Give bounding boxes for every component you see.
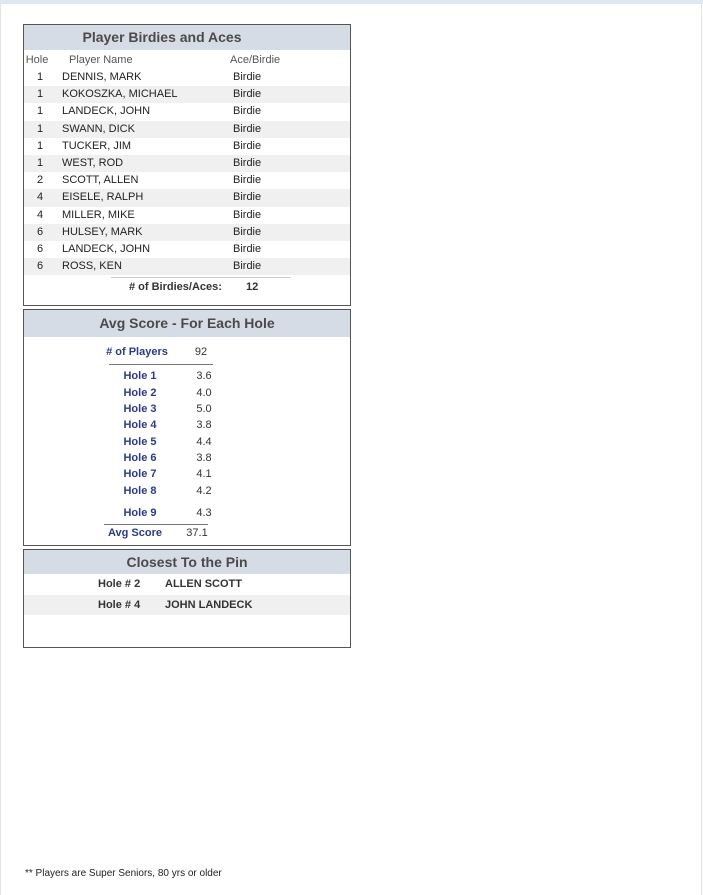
hole-label: Hole 9 bbox=[123, 507, 157, 519]
hole-label: Hole 7 bbox=[123, 468, 157, 480]
hole-label: Hole 1 bbox=[123, 370, 157, 382]
closest-pin-panel bbox=[23, 549, 351, 648]
birdies-count-row bbox=[24, 277, 350, 295]
cell-type: Birdie bbox=[233, 156, 262, 169]
pin-row bbox=[24, 574, 350, 594]
table-row bbox=[24, 155, 350, 172]
hole-label: Hole 8 bbox=[123, 485, 157, 497]
hole-label: Hole 3 bbox=[123, 403, 157, 415]
pin-panel-title: Closest To the Pin bbox=[24, 550, 350, 574]
cell-type: Birdie bbox=[233, 208, 262, 221]
hole-label: Hole 2 bbox=[123, 387, 157, 399]
hole-label: Hole 5 bbox=[123, 436, 157, 448]
hole-value: 4.2 bbox=[196, 485, 212, 497]
cell-type: Birdie bbox=[233, 71, 262, 83]
table-row bbox=[24, 86, 350, 103]
hole-value: 3.8 bbox=[196, 419, 212, 431]
pin-row bbox=[24, 595, 350, 615]
avg-total-value: 37.1 bbox=[186, 527, 208, 539]
cell-player: WEST, ROD bbox=[62, 156, 124, 169]
hole-value: 3.8 bbox=[196, 452, 212, 464]
avg-total-divider bbox=[104, 524, 208, 525]
cell-hole: 6 bbox=[36, 225, 44, 238]
birdies-panel-title: Player Birdies and Aces bbox=[24, 25, 350, 50]
pin-hole: Hole # 2 bbox=[98, 578, 141, 590]
footnote: ** Players are Super Seniors, 80 yrs or older bbox=[25, 868, 222, 879]
pin-hole: Hole # 4 bbox=[98, 599, 141, 611]
players-label: # of Players bbox=[106, 346, 168, 358]
table-row bbox=[24, 138, 350, 155]
count-divider bbox=[111, 277, 291, 278]
avg-score-panel bbox=[23, 309, 351, 546]
cell-hole: 6 bbox=[36, 242, 44, 255]
cell-player: SCOTT, ALLEN bbox=[62, 174, 139, 187]
table-row bbox=[24, 103, 350, 120]
cell-hole: 2 bbox=[36, 174, 44, 187]
avg-panel-title: Avg Score - For Each Hole bbox=[24, 310, 350, 337]
cell-type: Birdie bbox=[233, 174, 262, 187]
players-divider bbox=[109, 364, 213, 365]
cell-hole: 6 bbox=[36, 260, 44, 273]
birdies-aces-panel bbox=[23, 24, 351, 306]
cell-type: Birdie bbox=[233, 191, 262, 204]
hole-value: 5.0 bbox=[196, 403, 212, 415]
birdies-table-body bbox=[24, 69, 350, 275]
cell-type: Birdie bbox=[233, 242, 262, 255]
table-row bbox=[24, 172, 350, 189]
page-edge-right bbox=[701, 4, 702, 895]
cell-hole: 1 bbox=[36, 71, 44, 83]
page-edge-left bbox=[0, 4, 1, 895]
hole-value: 3.6 bbox=[196, 370, 212, 382]
hole-value: 4.4 bbox=[196, 436, 212, 448]
players-value: 92 bbox=[194, 346, 208, 358]
birdies-header-row bbox=[24, 52, 350, 69]
table-row bbox=[24, 69, 350, 86]
header-ace-birdie: Ace/Birdie bbox=[230, 54, 281, 66]
cell-hole: 4 bbox=[36, 208, 44, 221]
table-row bbox=[24, 241, 350, 258]
cell-hole: 1 bbox=[36, 88, 44, 101]
birdies-count-value: 12 bbox=[246, 281, 259, 294]
table-row bbox=[24, 207, 350, 224]
cell-type: Birdie bbox=[233, 88, 262, 101]
cell-player: MILLER, MIKE bbox=[62, 208, 135, 221]
cell-player: KOKOSZKA, MICHAEL bbox=[62, 88, 178, 101]
table-row bbox=[24, 224, 350, 241]
cell-player: HULSEY, MARK bbox=[62, 225, 143, 238]
hole-label: Hole 6 bbox=[123, 452, 157, 464]
hole-value: 4.0 bbox=[196, 387, 212, 399]
hole-value: 4.3 bbox=[196, 507, 212, 519]
cell-type: Birdie bbox=[233, 139, 262, 152]
cell-hole: 1 bbox=[36, 139, 44, 152]
cell-player: SWANN, DICK bbox=[62, 122, 135, 135]
top-bar bbox=[0, 0, 703, 4]
cell-player: ROSS, KEN bbox=[62, 260, 122, 273]
cell-hole: 4 bbox=[36, 191, 44, 204]
cell-hole: 1 bbox=[36, 122, 44, 135]
cell-player: DENNIS, MARK bbox=[62, 71, 142, 83]
pin-player: ALLEN SCOTT bbox=[165, 578, 242, 590]
cell-hole: 1 bbox=[36, 105, 44, 118]
header-player-name: Player Name bbox=[69, 54, 133, 66]
table-row bbox=[24, 189, 350, 206]
table-row bbox=[24, 121, 350, 138]
pin-player: JOHN LANDECK bbox=[165, 599, 253, 611]
cell-player: LANDECK, JOHN bbox=[62, 105, 151, 118]
avg-total-label: Avg Score bbox=[107, 527, 162, 539]
cell-player: LANDECK, JOHN bbox=[62, 242, 151, 255]
header-hole: Hole bbox=[25, 54, 49, 66]
table-row bbox=[24, 258, 350, 275]
cell-type: Birdie bbox=[233, 225, 262, 238]
cell-player: TUCKER, JIM bbox=[62, 139, 132, 152]
cell-type: Birdie bbox=[233, 105, 262, 118]
cell-player: EISELE, RALPH bbox=[62, 191, 144, 204]
cell-hole: 1 bbox=[36, 156, 44, 169]
hole-value: 4.1 bbox=[196, 468, 212, 480]
cell-type: Birdie bbox=[233, 260, 262, 273]
birdies-count-label: # of Birdies/Aces: bbox=[129, 281, 222, 294]
hole-label: Hole 4 bbox=[123, 419, 157, 431]
cell-type: Birdie bbox=[233, 122, 262, 135]
